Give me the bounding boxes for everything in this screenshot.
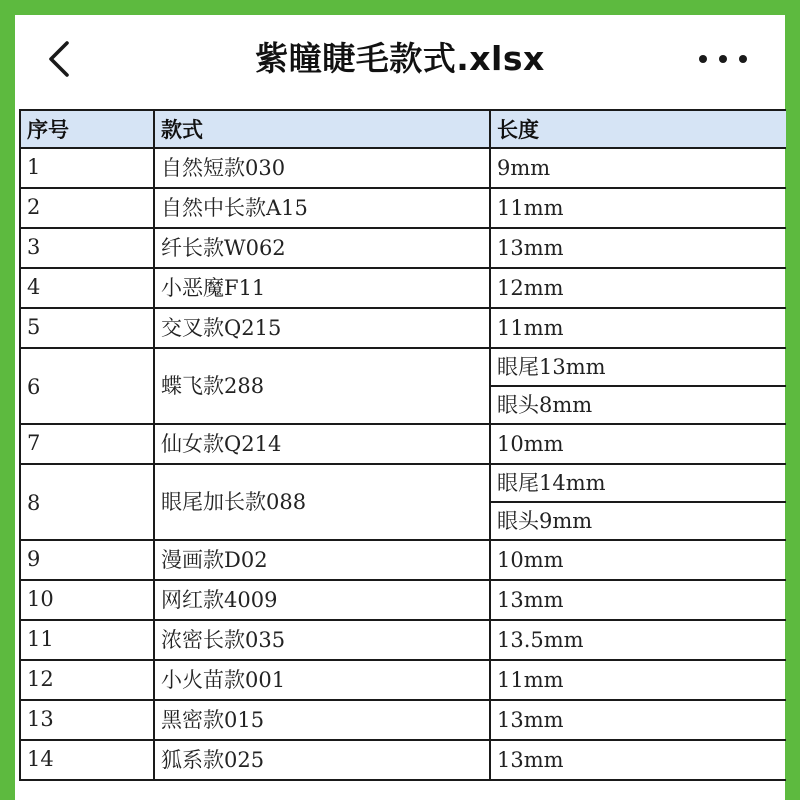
table-row bbox=[20, 348, 786, 386]
cell-style[interactable]: 小恶魔F11 bbox=[154, 268, 490, 308]
header-row bbox=[20, 110, 786, 148]
cell-style[interactable]: 狐系款025 bbox=[154, 740, 490, 780]
file-title: 紫瞳睫毛款式.xlsx bbox=[255, 39, 545, 78]
lash-style-table bbox=[19, 109, 786, 781]
table-row bbox=[20, 268, 786, 308]
cell-length[interactable]: 眼头8mm bbox=[490, 386, 786, 424]
more-horizontal-icon-dot bbox=[719, 55, 727, 63]
more-horizontal-icon-dot bbox=[699, 55, 707, 63]
cell-no[interactable]: 3 bbox=[20, 228, 154, 268]
table-row bbox=[20, 700, 786, 740]
phone-screen bbox=[15, 15, 785, 800]
table-row bbox=[20, 660, 786, 700]
table-row bbox=[20, 308, 786, 348]
spreadsheet-view[interactable] bbox=[19, 109, 785, 772]
more-options-button[interactable] bbox=[699, 45, 747, 73]
cell-style[interactable]: 纤长款W062 bbox=[154, 228, 490, 268]
cell-length[interactable]: 13mm bbox=[490, 228, 786, 268]
cell-style[interactable]: 自然短款030 bbox=[154, 148, 490, 188]
cell-no[interactable]: 1 bbox=[20, 148, 154, 188]
table-row bbox=[20, 148, 786, 188]
cell-length[interactable]: 13mm bbox=[490, 580, 786, 620]
cell-length[interactable]: 10mm bbox=[490, 540, 786, 580]
table-row bbox=[20, 424, 786, 464]
table-row bbox=[20, 740, 786, 780]
table-row bbox=[20, 580, 786, 620]
cell-length[interactable]: 11mm bbox=[490, 308, 786, 348]
column-header-no[interactable]: 序号 bbox=[20, 110, 154, 148]
cell-no[interactable]: 2 bbox=[20, 188, 154, 228]
cell-no[interactable]: 12 bbox=[20, 660, 154, 700]
table-row bbox=[20, 620, 786, 660]
chevron-left-icon bbox=[41, 37, 81, 81]
cell-no[interactable]: 11 bbox=[20, 620, 154, 660]
cell-no[interactable]: 10 bbox=[20, 580, 154, 620]
cell-style[interactable]: 黑密款015 bbox=[154, 700, 490, 740]
table-row bbox=[20, 228, 786, 268]
cell-length[interactable]: 眼尾13mm bbox=[490, 348, 786, 386]
cell-style[interactable]: 网红款4009 bbox=[154, 580, 490, 620]
cell-no[interactable]: 4 bbox=[20, 268, 154, 308]
cell-length[interactable]: 13mm bbox=[490, 700, 786, 740]
cell-style[interactable]: 蝶飞款288 bbox=[154, 348, 490, 424]
cell-length[interactable]: 13mm bbox=[490, 740, 786, 780]
cell-length[interactable]: 10mm bbox=[490, 424, 786, 464]
table-row bbox=[20, 540, 786, 580]
cell-style[interactable]: 浓密长款035 bbox=[154, 620, 490, 660]
cell-length[interactable]: 11mm bbox=[490, 660, 786, 700]
cell-style[interactable]: 自然中长款A15 bbox=[154, 188, 490, 228]
cell-length[interactable]: 9mm bbox=[490, 148, 786, 188]
cell-length[interactable]: 13.5mm bbox=[490, 620, 786, 660]
cell-no[interactable]: 9 bbox=[20, 540, 154, 580]
cell-length[interactable]: 眼头9mm bbox=[490, 502, 786, 540]
cell-style[interactable]: 小火苗款001 bbox=[154, 660, 490, 700]
cell-no[interactable]: 5 bbox=[20, 308, 154, 348]
cell-no[interactable]: 14 bbox=[20, 740, 154, 780]
more-horizontal-icon-dot bbox=[739, 55, 747, 63]
cell-length[interactable]: 12mm bbox=[490, 268, 786, 308]
table-row bbox=[20, 188, 786, 228]
cell-style[interactable]: 仙女款Q214 bbox=[154, 424, 490, 464]
cell-no[interactable]: 7 bbox=[20, 424, 154, 464]
top-navigation-bar bbox=[15, 15, 785, 103]
cell-no[interactable]: 13 bbox=[20, 700, 154, 740]
cell-no[interactable]: 6 bbox=[20, 348, 154, 424]
table-row bbox=[20, 464, 786, 502]
cell-style[interactable]: 眼尾加长款088 bbox=[154, 464, 490, 540]
column-header-length[interactable]: 长度 bbox=[490, 110, 786, 148]
cell-length[interactable]: 11mm bbox=[490, 188, 786, 228]
table-body bbox=[20, 148, 786, 780]
cell-length[interactable]: 眼尾14mm bbox=[490, 464, 786, 502]
cell-style[interactable]: 漫画款D02 bbox=[154, 540, 490, 580]
column-header-style[interactable]: 款式 bbox=[154, 110, 490, 148]
back-button[interactable] bbox=[41, 37, 81, 81]
cell-style[interactable]: 交叉款Q215 bbox=[154, 308, 490, 348]
cell-no[interactable]: 8 bbox=[20, 464, 154, 540]
